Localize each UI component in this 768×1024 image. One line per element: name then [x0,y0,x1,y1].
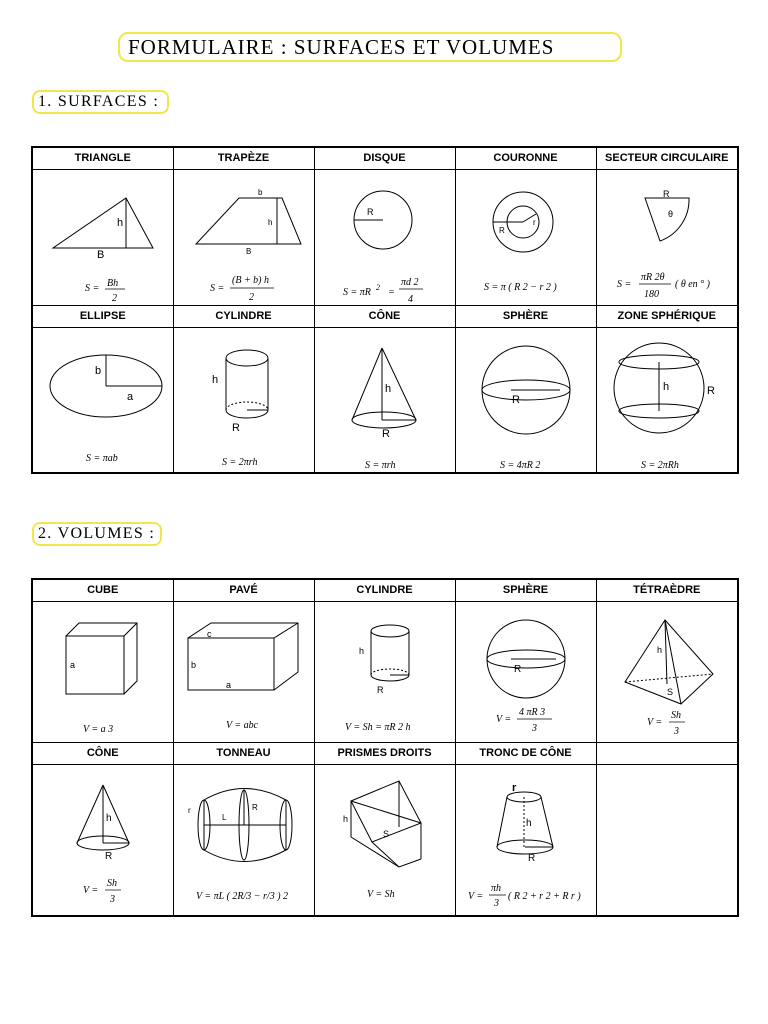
formula-triangle-den: 2 [112,293,117,304]
formula-disque-lhs: S = πR [342,287,371,298]
cylindre-surface-label-r: R [231,422,240,434]
header-sphere-volume: SPHÈRE [455,579,596,602]
header-cube: CUBE [32,579,173,602]
cell-prismes-droits [314,765,455,917]
tetraedre-label-s: S [666,687,673,697]
formula-secteur-den: 180 [643,289,659,300]
cell-cube [32,602,173,743]
formula-sphere-volume-den: 3 [531,723,537,734]
cylindre-surface-figure [174,328,315,472]
cell-empty [596,765,738,917]
formula-tronc-lhs: V = [467,891,483,902]
formula-tronc-num: πh [490,883,501,894]
trapeze-figure [174,170,315,305]
page-title: FORMULAIRE : SURFACES ET VOLUMES [118,32,622,62]
couronne-figure [456,170,597,305]
header-sphere: SPHÈRE [455,306,596,328]
couronne-label-r-inner: r [532,218,536,227]
cell-ellipse [32,328,173,474]
formula-tonneau: V = πL ( 2R/3 − r/3 ) 2 [195,891,288,902]
formula-pave: V = abc [225,720,258,731]
tronc-label-h: h [525,818,532,829]
surfaces-table [31,146,739,474]
formula-cube: V = a 3 [83,724,114,735]
triangle-label-h: h [117,217,124,229]
cone-surface-label-r: R [381,428,390,440]
tetraedre-label-h: h [656,645,662,655]
cylindre-volume-label-r: R [376,685,383,695]
header-triangle: TRIANGLE [32,147,173,170]
cylindre-volume-figure [315,602,456,742]
cone-surface-label-h: h [384,383,391,395]
cube-figure [33,602,174,742]
cone-volume-label-r: R [105,851,113,862]
cell-tetraedre [596,602,738,743]
zone-spherique-figure [597,328,739,472]
formula-ellipse: S = πab [86,453,118,464]
couronne-label-r-outer: R [498,226,505,235]
header-cylindre-volume: CYLINDRE [314,579,455,602]
cell-tonneau [173,765,314,917]
formula-tetraedre-den: 3 [673,726,679,737]
cell-triangle [32,170,173,306]
cell-zone-spherique [596,328,738,474]
formula-tetraedre-lhs: V = [646,717,662,728]
formula-tetraedre-num: Sh [670,710,681,721]
secteur-label-theta: θ [667,209,673,219]
formula-secteur-tail: ( θ en ° ) [674,279,710,290]
secteur-circulaire-figure [597,170,739,305]
ellipse-label-b: b [95,365,102,377]
header-tetraedre: TÉTRAÈDRE [596,579,738,602]
trapeze-label-b: b [257,188,262,197]
formula-trapeze-num: (B + b) h [231,275,269,286]
pave-label-b: b [190,660,196,670]
header-tronc-de-cone: TRONC DE CÔNE [455,743,596,765]
tetraedre-figure [597,602,739,742]
zone-spherique-label-h: h [662,381,669,393]
formula-cone-volume-den: 3 [110,894,115,905]
tronc-label-r-small: r [511,782,516,794]
sphere-volume-label-r: R [513,664,521,675]
header-pave: PAVÉ [173,579,314,602]
header-couronne: COURONNE [455,147,596,170]
formula-trapeze-lhs: S = [209,283,224,294]
cube-label-a: a [70,660,76,670]
trapeze-label-h: h [267,218,272,227]
volumes-table [31,578,739,917]
prismes-droits-figure [315,765,456,915]
header-prismes-droits: PRISMES DROITS [314,743,455,765]
cell-sphere-surface [455,328,596,474]
prismes-label-h: h [342,814,348,824]
cell-trapeze [173,170,314,306]
formula-secteur-lhs: S = [616,279,631,290]
formula-secteur-num: πR 2θ [640,272,665,283]
pave-figure [174,602,315,742]
sphere-volume-figure [456,602,597,742]
cell-disque [314,170,455,306]
triangle-figure [33,170,174,305]
secteur-label-r: R [662,189,669,199]
cell-sphere-volume [455,602,596,743]
header-empty [596,743,738,765]
cone-volume-figure [33,765,174,915]
cell-couronne [455,170,596,306]
formula-cone-surface: S = πrh [364,460,395,471]
header-cone: CÔNE [314,306,455,328]
ellipse-label-a: a [127,391,134,403]
header-tonneau: TONNEAU [173,743,314,765]
cell-cone-surface [314,328,455,474]
cell-secteur-circulaire [596,170,738,306]
cell-cylindre-surface [173,328,314,474]
triangle-label-b: B [97,249,105,261]
header-disque: DISQUE [314,147,455,170]
formula-disque-sup: 2 [375,283,380,292]
prismes-label-s: S [382,829,389,839]
formula-disque-num: πd 2 [400,277,419,288]
zone-spherique-label-r: R [706,385,715,397]
formula-triangle-lhs: S = [85,283,100,294]
tonneau-label-l: L [221,813,226,822]
section-heading-surfaces: 1. SURFACES : [32,90,169,114]
formula-trapeze-den: 2 [248,292,254,303]
formula-cylindre-surface: S = 2πrh [221,457,257,468]
formula-cylindre-volume: V = Sh = πR 2 h [344,722,411,733]
cone-surface-figure [315,328,456,472]
formula-tronc-tail: ( R 2 + r 2 + R r ) [507,891,581,902]
formula-cone-volume-num: Sh [107,878,117,889]
header-zone-spherique: ZONE SPHÉRIQUE [596,306,738,328]
formula-sphere-surface: S = 4πR 2 [499,460,540,471]
cell-cone-volume [32,765,173,917]
pave-label-c: c [206,629,211,639]
ellipse-figure [33,328,174,472]
cell-cylindre-volume [314,602,455,743]
formula-disque-den: 4 [407,294,413,305]
header-secteur-circulaire: SECTEUR CIRCULAIRE [596,147,738,170]
header-cylindre: CYLINDRE [173,306,314,328]
formula-triangle-num: Bh [107,278,119,289]
tonneau-label-r: R [251,803,258,812]
trapeze-label-bb: B [245,247,251,256]
formula-cone-volume-lhs: V = [83,885,99,896]
cone-volume-label-h: h [106,813,112,824]
formula-zone-spherique: S = 2πRh [640,460,679,471]
header-trapeze: TRAPÈZE [173,147,314,170]
sphere-surface-label-r: R [511,394,520,406]
tronc-de-cone-figure [456,765,597,915]
disque-label-r: R [366,207,373,217]
pave-label-a: a [225,680,231,690]
formula-disque-mid: = [387,287,395,298]
header-cone-volume: CÔNE [32,743,173,765]
formula-couronne: S = π ( R 2 − r 2 ) [483,282,557,293]
tonneau-label-r-small: r [187,806,191,815]
formula-tronc-den: 3 [493,898,499,909]
cylindre-surface-label-h: h [211,374,218,386]
header-ellipse: ELLIPSE [32,306,173,328]
formula-sphere-volume-num: 4 πR 3 [518,707,545,718]
cell-pave [173,602,314,743]
cylindre-volume-label-h: h [358,646,364,656]
cell-tronc-de-cone [455,765,596,917]
sphere-surface-figure [456,328,597,472]
formula-prismes-droits: V = Sh [366,889,395,900]
tronc-label-r: R [527,853,535,864]
section-heading-volumes: 2. VOLUMES : [32,522,162,546]
disque-figure [315,170,456,305]
tonneau-figure [174,765,315,915]
formula-sphere-volume-lhs: V = [495,714,511,725]
